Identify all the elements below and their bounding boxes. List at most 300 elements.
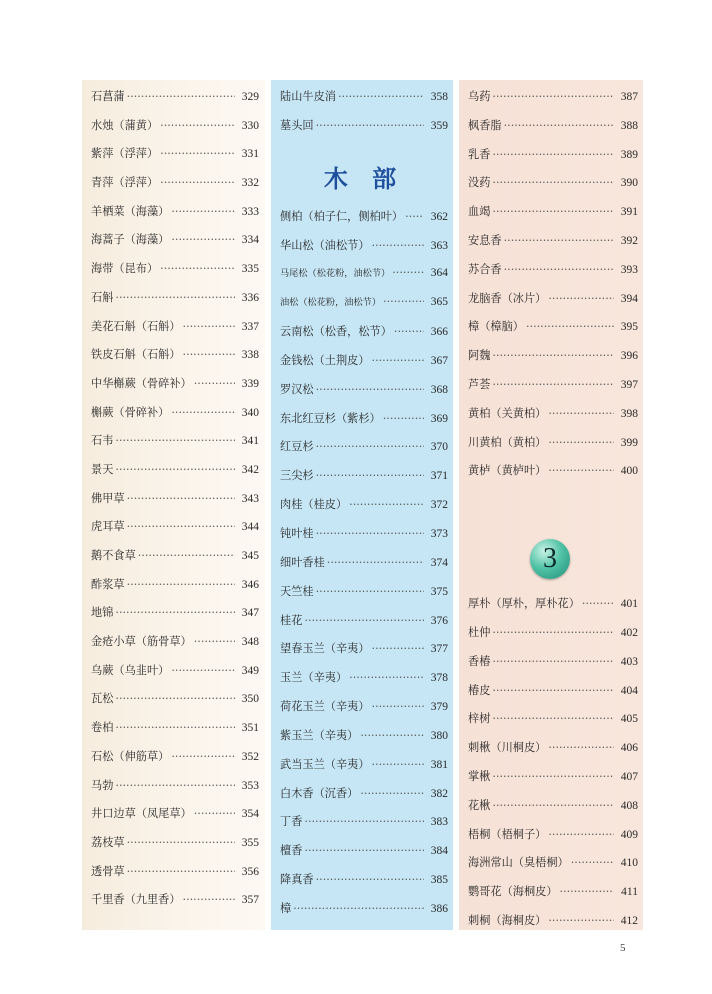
leader-dots [316, 119, 424, 132]
leader-dots [372, 642, 424, 655]
entry-page-number: 375 [430, 585, 448, 598]
entry-name: 槲蕨（骨碎补） [91, 405, 170, 419]
entry-page-number: 395 [620, 321, 638, 334]
leader-dots [548, 828, 614, 841]
entry-page-number: 403 [620, 655, 638, 668]
entry-name: 红豆杉 [280, 440, 314, 454]
entry-name: 刺楸（川桐皮） [468, 741, 547, 755]
entry-name: 侧柏（柏子仁，侧柏叶） [280, 209, 404, 223]
entry-page-number: 346 [241, 578, 259, 591]
index-entry [468, 768, 638, 797]
index-entry [280, 496, 448, 525]
index-entry [280, 612, 448, 641]
index-entry [468, 347, 638, 376]
entry-name: 华山松（油松节） [280, 238, 370, 252]
index-entry [468, 710, 638, 739]
entry-page-number: 377 [430, 643, 448, 656]
entry-name: 瓦松 [91, 692, 114, 706]
entry-name: 鹅不食草 [91, 549, 136, 562]
index-entry [91, 834, 259, 863]
entry-name: 卷柏 [91, 721, 114, 735]
leader-dots [316, 440, 424, 453]
index-entry [280, 410, 448, 439]
index-entry [468, 261, 638, 290]
entry-name: 黄栌（黄栌叶） [468, 464, 547, 478]
entry-page-number: 376 [430, 614, 448, 627]
leader-dots [115, 721, 235, 734]
entry-page-number: 353 [241, 779, 259, 792]
entry-name: 花楸 [468, 798, 491, 812]
index-entry [468, 117, 638, 146]
entry-page-number: 347 [241, 607, 259, 620]
index-entry [280, 294, 448, 323]
entry-name: 乌蕨（乌韭叶） [91, 663, 170, 677]
entry-page-number: 372 [430, 499, 448, 512]
entry-page-number: 398 [620, 407, 638, 420]
leader-dots [160, 262, 235, 275]
entry-name: 东北红豆杉（紫杉） [280, 411, 381, 425]
entry-name: 罗汉松 [280, 382, 314, 396]
index-entry [280, 813, 448, 842]
entry-name: 马勃 [91, 778, 114, 792]
entry-name: 海蒿子（海藻） [91, 233, 170, 247]
leader-dots [492, 148, 614, 161]
index-entry [91, 805, 259, 834]
entry-name: 樟（樟脑） [468, 320, 524, 334]
entry-name: 枫香脂 [468, 118, 502, 132]
leader-dots [127, 492, 235, 505]
entry-page-number: 341 [241, 435, 259, 448]
leader-dots [160, 147, 235, 160]
entry-page-number: 411 [621, 886, 638, 899]
entry-name: 荷花玉兰（辛夷） [280, 700, 370, 714]
leader-dots [115, 692, 235, 705]
entry-name: 海带（昆布） [91, 262, 159, 276]
entry-page-number: 407 [620, 770, 638, 783]
index-entry [468, 653, 638, 682]
leader-dots [171, 406, 235, 419]
entry-name: 水烛（蒲黄） [91, 118, 159, 132]
entry-name: 椿皮 [468, 683, 491, 697]
index-entry [91, 289, 259, 318]
entry-name: 云南松（松香，松节） [280, 325, 392, 339]
leader-dots [504, 119, 614, 132]
leader-dots [560, 885, 614, 898]
leader-dots [304, 844, 424, 857]
entry-name: 厚朴（厚朴，厚朴花） [468, 597, 580, 611]
leader-dots [194, 807, 235, 820]
entry-name: 美花石斛（石斛） [91, 319, 181, 333]
entry-page-number: 352 [241, 750, 259, 763]
entry-page-number: 338 [241, 349, 259, 362]
index-entry [280, 323, 448, 352]
index-entry [468, 739, 638, 768]
entry-page-number: 355 [241, 836, 259, 849]
entry-name: 丁香 [280, 815, 303, 829]
leader-dots [372, 758, 424, 771]
leader-dots [304, 815, 424, 828]
leader-dots [392, 266, 424, 279]
entry-page-number: 385 [430, 874, 448, 887]
index-entry [468, 682, 638, 711]
leader-dots [138, 549, 235, 562]
entry-name: 石斛 [91, 290, 114, 304]
entry-name: 三尖杉 [280, 469, 314, 483]
leader-dots [526, 320, 614, 333]
entry-name: 青萍（浮萍） [91, 176, 159, 190]
leader-dots [327, 556, 424, 569]
entry-page-number: 412 [620, 914, 638, 927]
entry-name: 景天 [91, 462, 114, 476]
leader-dots [160, 176, 235, 189]
leader-dots [548, 292, 614, 305]
leader-dots [548, 407, 614, 420]
entry-name: 井口边草（凤尾草） [91, 807, 192, 821]
entry-page-number: 400 [620, 465, 638, 478]
index-entry [91, 432, 259, 461]
entry-name: 透骨草 [91, 864, 125, 878]
leader-dots [127, 578, 235, 591]
leader-dots [548, 741, 614, 754]
index-entry [91, 318, 259, 347]
index-entry [91, 518, 259, 547]
entry-page-number: 405 [620, 713, 638, 726]
index-entry [468, 290, 638, 319]
leader-dots [349, 671, 424, 684]
entry-page-number: 339 [241, 377, 259, 390]
entry-name: 苏合香 [468, 262, 502, 276]
leader-dots [293, 902, 424, 915]
index-entry [91, 891, 259, 920]
leader-dots [360, 729, 424, 742]
entry-page-number: 371 [430, 470, 448, 483]
entry-name: 樟 [280, 901, 292, 915]
index-column-right [459, 80, 643, 930]
entry-page-number: 386 [430, 902, 448, 915]
leader-dots [492, 799, 614, 812]
entry-page-number: 402 [620, 626, 638, 639]
entry-page-number: 342 [241, 463, 259, 476]
entry-name: 白木香（沉香） [280, 786, 359, 800]
entry-page-number: 359 [430, 119, 448, 132]
leader-dots [349, 498, 424, 511]
entry-name: 武当玉兰（辛夷） [280, 757, 370, 771]
entry-page-number: 363 [430, 239, 448, 252]
leader-dots [171, 664, 235, 677]
entry-name: 龙脑香（冰片） [468, 291, 547, 305]
leader-dots [316, 873, 424, 886]
index-entry [91, 662, 259, 691]
entry-name: 细叶香桂 [280, 555, 325, 569]
entry-name: 金疮小草（筋骨草） [91, 635, 192, 649]
entry-name: 鹦哥花（海桐皮） [468, 885, 558, 899]
entry-page-number: 410 [620, 857, 638, 870]
index-entry [91, 461, 259, 490]
entry-name: 黄柏（关黄柏） [468, 406, 547, 420]
entry-name: 阿魏 [468, 349, 491, 363]
entry-name: 降真香 [280, 873, 314, 887]
index-entry [468, 826, 638, 855]
entry-page-number: 343 [241, 492, 259, 505]
leader-dots [492, 655, 614, 668]
leader-dots [183, 348, 235, 361]
entry-name: 玉兰（辛夷） [280, 671, 348, 685]
entry-page-number: 335 [241, 263, 259, 276]
entry-page-number: 370 [430, 441, 448, 454]
index-entry [280, 669, 448, 698]
section-heading-wood: 木 部 [323, 164, 405, 193]
entry-name: 梧桐（梧桐子） [468, 827, 547, 841]
entry-page-number: 351 [241, 722, 259, 735]
index-entry [468, 912, 638, 941]
entry-name: 地锦 [91, 606, 114, 620]
leader-dots [492, 90, 614, 103]
leader-dots [492, 378, 614, 391]
entry-page-number: 392 [620, 234, 638, 247]
index-entry [280, 554, 448, 583]
index-entry [91, 547, 259, 576]
entry-page-number: 332 [241, 177, 259, 190]
entry-name: 杜仲 [468, 625, 491, 639]
index-entry [91, 777, 259, 806]
entry-name: 钝叶桂 [280, 526, 314, 540]
entry-page-number: 367 [430, 354, 448, 367]
leader-dots [115, 434, 235, 447]
index-entry [91, 690, 259, 719]
entry-page-number: 390 [620, 177, 638, 190]
stroke-count-section [468, 491, 638, 595]
entry-page-number: 365 [430, 296, 448, 309]
entry-page-number: 356 [241, 865, 259, 878]
entry-name: 石韦 [91, 434, 114, 448]
entry-page-number: 401 [620, 598, 638, 611]
leader-dots [316, 585, 424, 598]
entry-name: 乌药 [468, 90, 491, 103]
leader-dots [383, 295, 424, 308]
index-entry [91, 633, 259, 662]
entry-page-number: 330 [241, 119, 259, 132]
entry-page-number: 368 [430, 383, 448, 396]
leader-dots [383, 412, 424, 425]
entry-page-number: 329 [241, 91, 259, 103]
entry-name: 桂花 [280, 613, 303, 627]
entry-page-number: 388 [620, 119, 638, 132]
leader-dots [183, 320, 235, 333]
leader-dots [127, 865, 235, 878]
entry-page-number: 373 [430, 527, 448, 540]
entry-page-number: 374 [430, 556, 448, 569]
stroke-count-badge: 3 [530, 539, 570, 579]
entry-page-number: 348 [241, 636, 259, 649]
entry-page-number: 406 [620, 742, 638, 755]
index-entry [280, 438, 448, 467]
entry-page-number: 333 [241, 205, 259, 218]
entry-page-number: 396 [620, 350, 638, 363]
leader-dots [492, 205, 614, 218]
entry-page-number: 337 [241, 320, 259, 333]
leader-dots [492, 176, 614, 189]
leader-dots [582, 597, 614, 610]
leader-dots [171, 205, 235, 218]
leader-dots [171, 750, 235, 763]
index-entry [91, 490, 259, 519]
entry-name: 刺桐（海桐皮） [468, 913, 547, 927]
index-entry [468, 434, 638, 463]
index-entry [280, 698, 448, 727]
index-entry [91, 174, 259, 203]
index-entry [468, 797, 638, 826]
entry-name: 安息香 [468, 233, 502, 247]
entry-page-number: 357 [241, 894, 259, 907]
index-column-left [82, 80, 265, 930]
index-entry [91, 604, 259, 633]
index-entry [91, 260, 259, 289]
entry-name: 油松（松花粉，油松节） [280, 297, 382, 309]
leader-dots [316, 469, 424, 482]
entry-page-number: 334 [241, 234, 259, 247]
entry-page-number: 399 [620, 436, 638, 449]
entry-page-number: 380 [430, 729, 448, 742]
entry-page-number: 350 [241, 693, 259, 706]
leader-dots [115, 779, 235, 792]
index-entry [280, 208, 448, 237]
index-entry [468, 595, 638, 624]
entry-name: 川黄柏（黄柏） [468, 435, 547, 449]
entry-name: 佛甲草 [91, 491, 125, 505]
entry-name: 掌楸 [468, 769, 491, 783]
entry-name: 陆山牛皮消 [280, 90, 336, 103]
entry-page-number: 379 [430, 701, 448, 714]
index-entry [91, 88, 259, 117]
leader-dots [571, 856, 614, 869]
index-entry [468, 854, 638, 883]
entry-name: 紫萍（浮萍） [91, 147, 159, 161]
entry-name: 铁皮石斛（石斛） [91, 348, 181, 362]
leader-dots [338, 90, 424, 103]
entry-name: 荔枝草 [91, 835, 125, 849]
entry-page-number: 366 [430, 326, 448, 339]
index-entry [280, 583, 448, 612]
leader-dots [115, 606, 235, 619]
leader-dots [194, 377, 235, 390]
leader-dots [127, 90, 235, 103]
entry-page-number: 382 [430, 787, 448, 800]
leader-dots [492, 626, 614, 639]
index-entry [280, 727, 448, 756]
entry-name: 金钱松（土荆皮） [280, 353, 370, 367]
leader-dots [372, 354, 424, 367]
leader-dots [372, 239, 424, 252]
leader-dots [171, 233, 235, 246]
index-entry [280, 525, 448, 554]
leader-dots [492, 684, 614, 697]
entry-name: 千里香（九里香） [91, 893, 181, 907]
leader-dots [183, 893, 235, 906]
index-entry [468, 624, 638, 653]
leader-dots [548, 436, 614, 449]
index-entry [91, 203, 259, 232]
entry-name: 石松（伸筋草） [91, 749, 170, 763]
index-entry [91, 719, 259, 748]
entry-name: 虎耳草 [91, 520, 125, 534]
entry-name: 檀香 [280, 844, 303, 858]
index-column-middle [271, 80, 453, 930]
leader-dots [127, 836, 235, 849]
entry-page-number: 369 [430, 412, 448, 425]
entry-page-number: 409 [620, 828, 638, 841]
index-entry [91, 346, 259, 375]
entry-name: 墓头回 [280, 118, 314, 132]
leader-dots [394, 325, 424, 338]
entry-page-number: 397 [620, 378, 638, 391]
index-entry [280, 88, 448, 117]
entry-name: 紫玉兰（辛夷） [280, 728, 359, 742]
entry-page-number: 344 [241, 521, 259, 534]
index-entry [280, 785, 448, 814]
leader-dots [115, 463, 235, 476]
entry-page-number: 389 [620, 148, 638, 161]
entry-page-number: 331 [241, 148, 259, 161]
entry-page-number: 378 [430, 672, 448, 685]
index-entry [280, 900, 448, 929]
index-entry [280, 381, 448, 410]
entry-name: 马尾松（松花粉，油松节） [280, 268, 391, 280]
entry-name: 梓树 [468, 712, 491, 726]
entry-page-number: 381 [430, 758, 448, 771]
leader-dots [194, 635, 235, 648]
index-entry [468, 318, 638, 347]
leader-dots [504, 263, 614, 276]
entry-name: 没药 [468, 176, 491, 190]
entry-name: 酢浆草 [91, 577, 125, 591]
leader-dots [548, 914, 614, 927]
index-entry [91, 231, 259, 260]
entry-name: 香椿 [468, 654, 491, 668]
index-entry [468, 376, 638, 405]
entry-page-number: 393 [620, 263, 638, 276]
index-entry [468, 88, 638, 117]
entry-page-number: 354 [241, 808, 259, 821]
entry-name: 芦荟 [468, 377, 491, 391]
index-entry [468, 146, 638, 175]
entry-name: 中华槲蕨（骨碎补） [91, 376, 192, 390]
entry-page-number: 394 [620, 292, 638, 305]
index-entry [91, 145, 259, 174]
leader-dots [360, 787, 424, 800]
index-entry [280, 756, 448, 785]
entry-page-number: 364 [430, 267, 448, 280]
entry-page-number: 408 [620, 799, 638, 812]
entry-name: 羊栖菜（海藻） [91, 204, 170, 218]
page-number: 5 [620, 942, 626, 954]
index-entry [280, 352, 448, 381]
index-entry [468, 203, 638, 232]
entry-page-number: 340 [241, 406, 259, 419]
entry-page-number: 362 [430, 210, 448, 223]
leader-dots [548, 464, 614, 477]
entry-page-number: 349 [241, 664, 259, 677]
index-entry [280, 117, 448, 146]
index-entry [468, 462, 638, 491]
entry-page-number: 383 [430, 816, 448, 829]
leader-dots [304, 614, 424, 627]
entry-page-number: 391 [620, 206, 638, 219]
leader-dots [504, 234, 614, 247]
index-entry [280, 237, 448, 266]
index-entry [280, 467, 448, 496]
index-entry [91, 863, 259, 892]
leader-dots [160, 119, 235, 132]
